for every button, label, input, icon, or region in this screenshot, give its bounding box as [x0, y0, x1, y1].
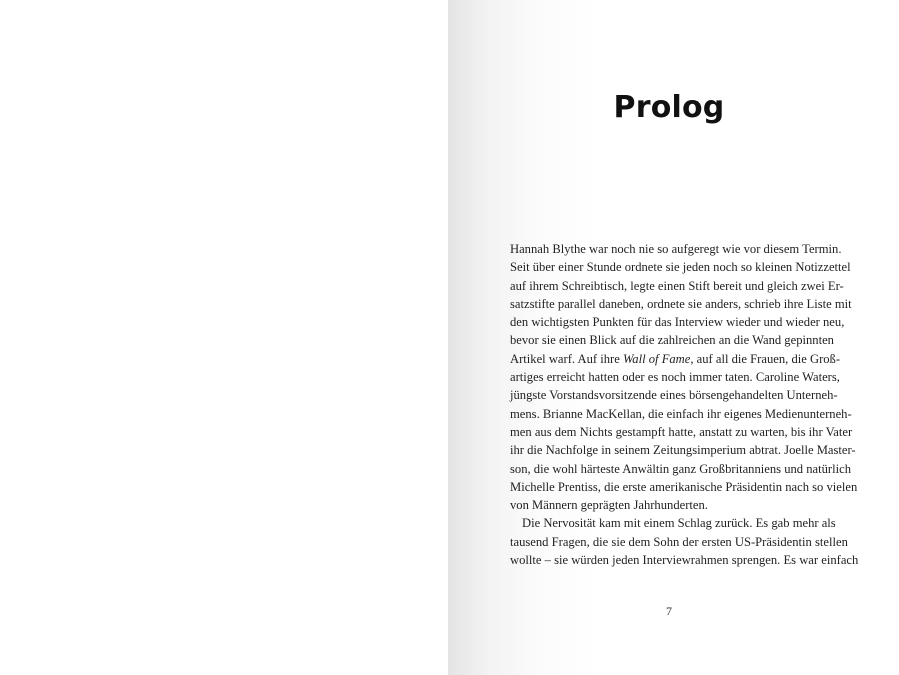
text-line: Michelle Prentiss, die erste amerikanische Präsidentin nach so vielen: [510, 479, 858, 494]
text-fragment: Artikel warf. Auf ihre: [510, 351, 620, 366]
italic-phrase: Wall of Fame: [622, 351, 691, 366]
text-line: von Männern geprägten Jahrhunderten.: [510, 498, 708, 513]
text-line: Hannah Blythe war noch nie so aufgeregt wie vor diesem Termin.: [510, 242, 842, 256]
text-line: son, die wohl härteste Anwältin ganz Großbritanniens und natürlich: [510, 461, 852, 476]
text-line: ihr die Nachfolge in seinem Zeitungsimperium abtrat. Joelle Master-: [510, 443, 856, 458]
right-page: [448, 0, 899, 675]
text-fragment: , auf all die Frauen, die Groß-: [690, 351, 841, 366]
text-line: mens. Brianne MacKellan, die einfach ihr eigenes Medienunterneh-: [510, 406, 852, 421]
text-line: tausend Fragen, die sie dem Sohn der ersten US-Präsidentin stellen: [510, 534, 848, 549]
text-line: Seit über einer Stunde ordnete sie jeden noch so kleinen Notizzettel: [510, 260, 851, 275]
text-line: bevor sie einen Blick auf die zahlreichen an die Wand gepinnten: [510, 333, 834, 348]
text-line: satzstifte parallel daneben, ordnete sie anders, schrieb ihre Liste mit: [510, 296, 852, 311]
body-text: [510, 240, 859, 569]
chapter-title: Prolog: [613, 90, 725, 125]
left-page-blank: [0, 0, 448, 675]
text-line: [510, 350, 841, 368]
text-line: wollte – sie würden jeden Interviewrahmen sprengen. Es war einfach: [510, 553, 859, 568]
text-line: den wichtigsten Punkten für das Interview wieder und wieder neu,: [510, 315, 845, 330]
text-line: jüngste Vorstandsvorsitzende eines börsengehandelten Unterneh-: [510, 388, 838, 403]
text-line: men aus dem Nichts gestampft hatte, anstatt zu warten, bis ihr Vater: [510, 424, 853, 439]
text-line: Die Nervosität kam mit einem Schlag zurück. Es gab mehr als: [522, 516, 836, 531]
text-line: artiges erreicht hatten oder es noch immer taten. Caroline Waters,: [510, 370, 840, 385]
page-number: 7: [666, 604, 672, 618]
text-line: auf ihrem Schreibtisch, legte einen Stift bereit und gleich zwei Er-: [510, 278, 844, 293]
